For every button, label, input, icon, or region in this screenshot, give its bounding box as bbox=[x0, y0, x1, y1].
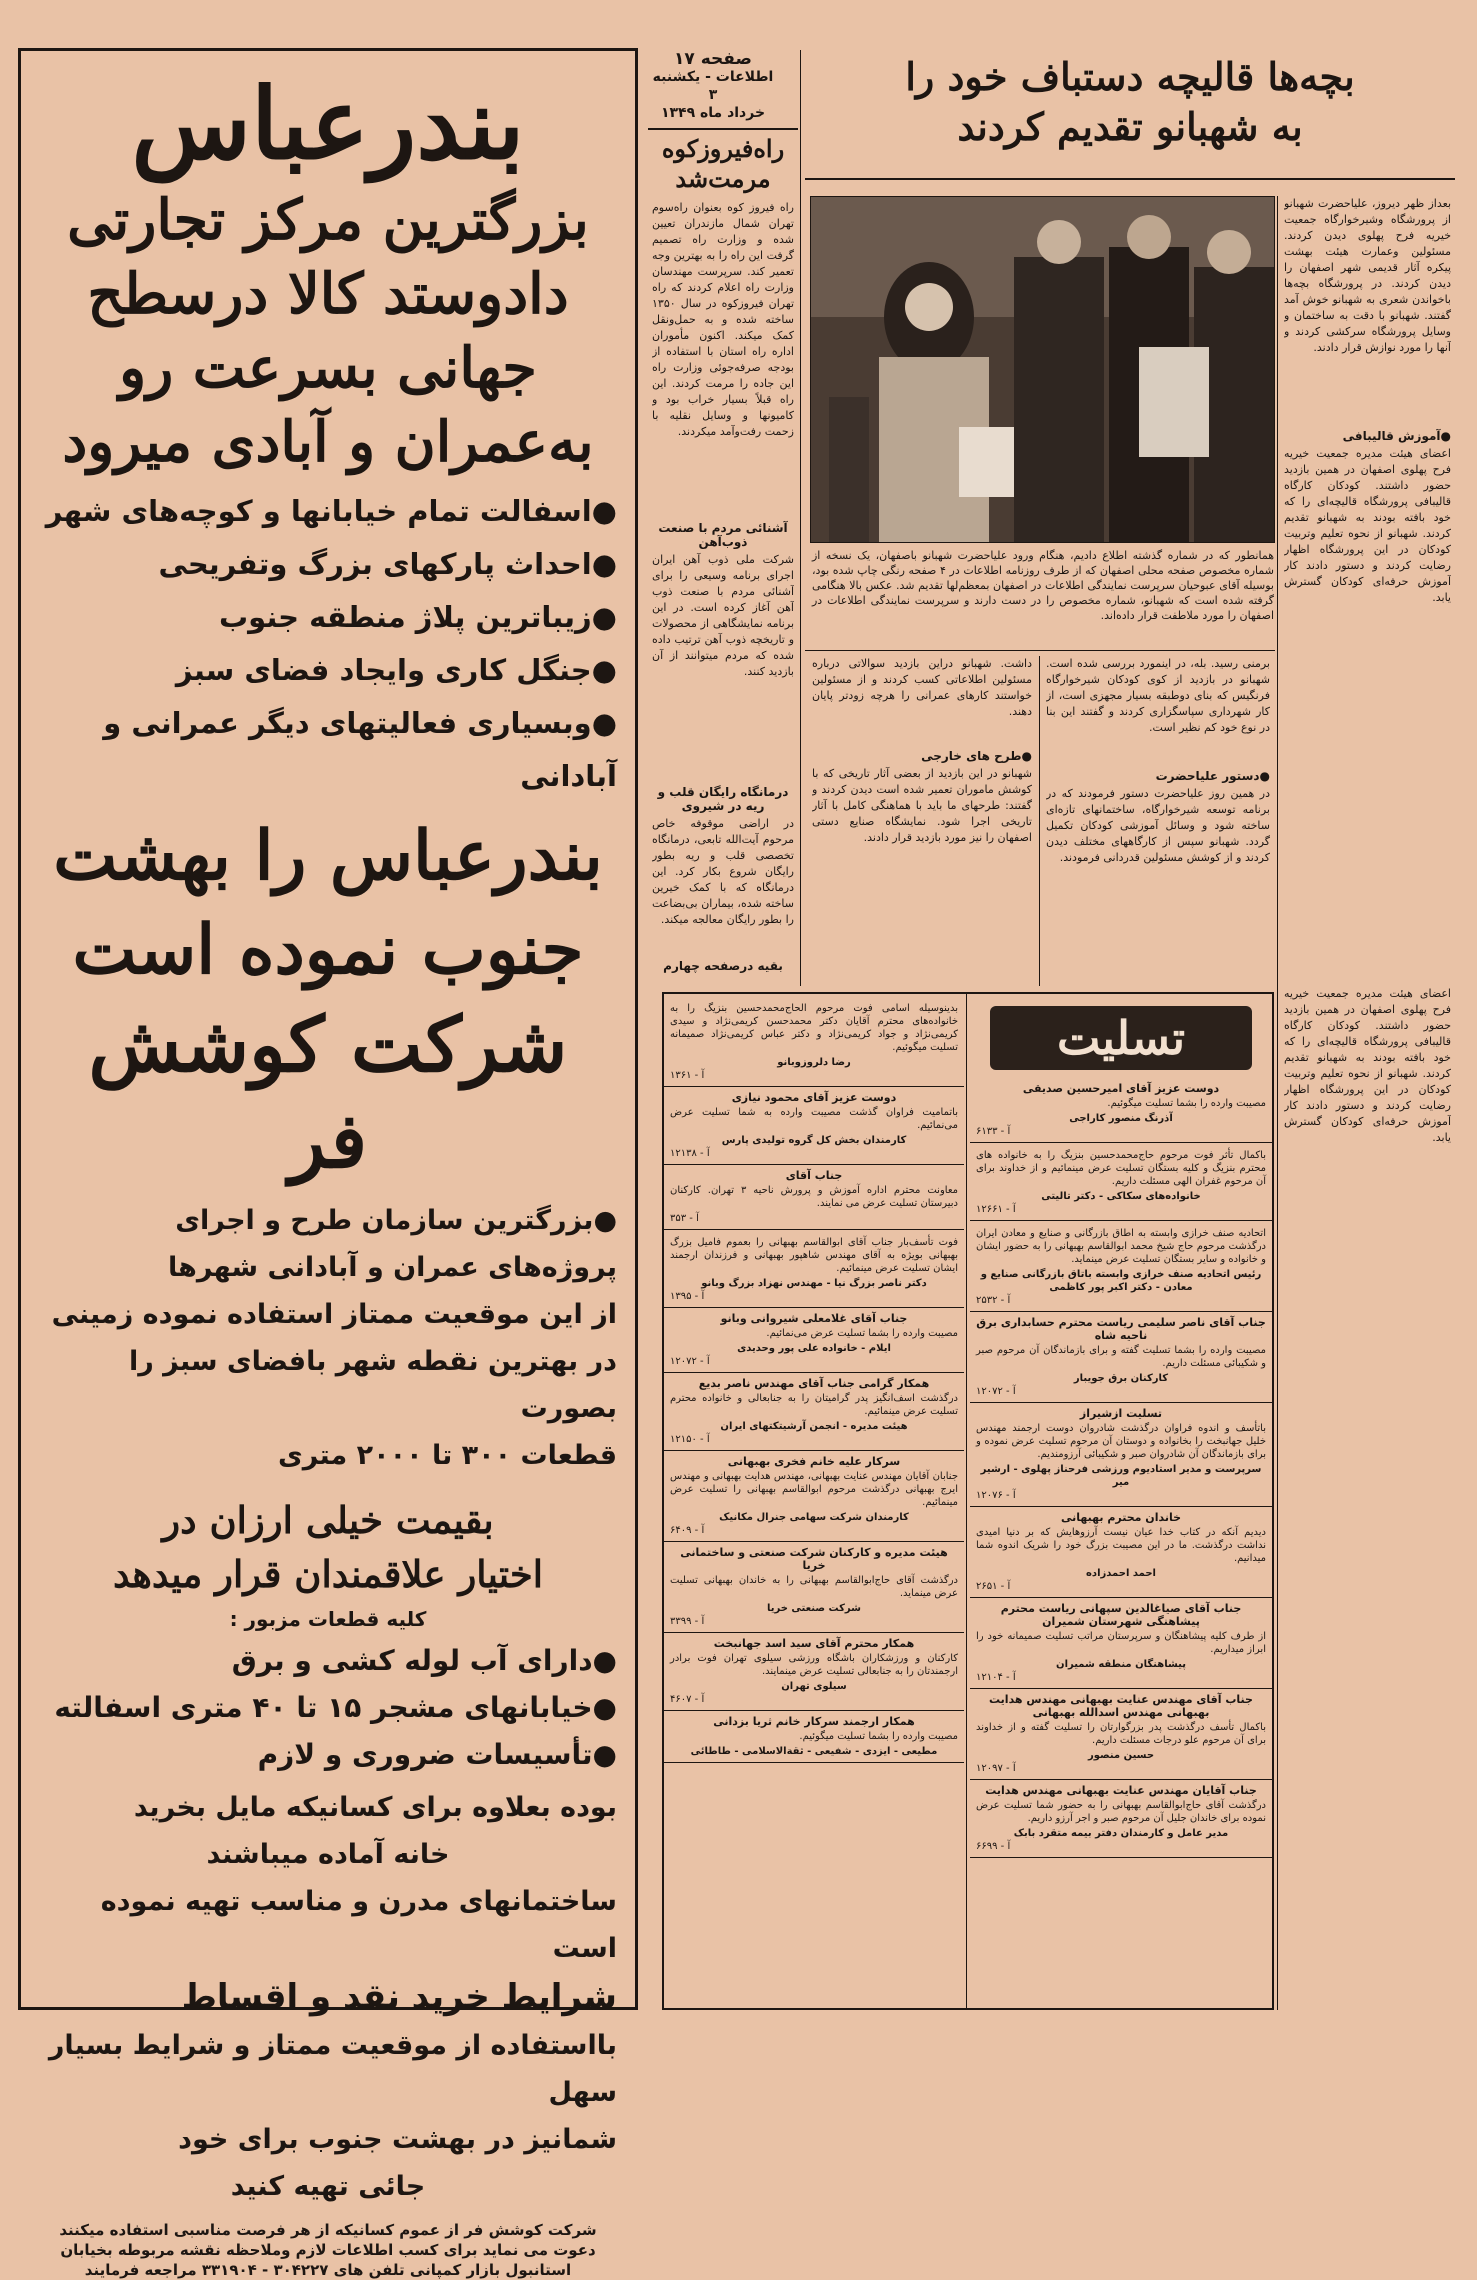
notice-number: آ - ۱۲۱۳۸ bbox=[670, 1148, 710, 1159]
notice-title: خاندان محترم بهبهانی bbox=[1060, 1511, 1182, 1524]
notice-signature: مدیر عامل و کارمندان دفتر بیمه متقرد بابک bbox=[1013, 1828, 1229, 1839]
clinic-subhead: درمانگاه رایگان قلب و ریه در شیروی bbox=[657, 785, 789, 813]
ad-plots-heading: کلیه قطعات مزبور : bbox=[229, 1607, 427, 1631]
paper-name: اطلاعات - یکشنبه ۳ bbox=[652, 69, 774, 103]
ad-feature: ●دارای آب لوله کشی و برق bbox=[231, 1644, 617, 1677]
ad-feature-list bbox=[39, 1637, 617, 1778]
main-headline-line-2: به شهبانو تقدیم کردند bbox=[957, 104, 1303, 149]
notice-signature: هیئت مدیره - انجمن آرشیتکتهای ایران bbox=[720, 1421, 908, 1432]
notice-text: مصیبت وارده را بشما تسلیت گفته و برای بازماندگان آن مرحوم صبر و شکیبائی مسئلت داریم. bbox=[976, 1345, 1266, 1369]
notice-text: باکمال تأسف درگذشت پدر بزرگوارتان را تسلیت گفته و از خداوند برای آن مرحوم علو درجات مسئلت داریم. bbox=[976, 1722, 1266, 1746]
ad-footer: شرکت کوشش فر از عموم کسانیکه از هر فرصت مناسبی استفاده میکنند دعوت می نماید برای کسب اطلاعات لازم وملاحظه نقشه مربوطه بخیابان استانبول بازار کمپانی تلفن های ۳۰۴۲۲۷ - ۳۳۱۹۰۴ مراجعه فرمایند bbox=[59, 2221, 597, 2279]
ad-price bbox=[39, 1493, 617, 1601]
condolence-notice bbox=[970, 1780, 1272, 1858]
ad-bullet-list bbox=[39, 485, 617, 803]
ad-closing-line: ساختمانهای مدرن و مناسب تهیه نموده است bbox=[100, 1886, 617, 1964]
notice-title: دوست عزیز آقای محمود نیازی bbox=[731, 1091, 897, 1104]
clinic-text: در اراضی موقوفه خاص مرحوم آیت‌الله تابعی، درمانگاه تخصصی قلب و ریه بطور رایگان شروع بکار کرد. این درمانگاه که با کمک خیرین ساخته شده، بیماران بی‌بضاعت را بطور رایگان معالجه میکند. bbox=[652, 817, 794, 926]
notice-text: از طرف کلیه پیشاهنگان و سرپرستان مراتب تسلیت صمیمانه خود را ابراز میداریم. bbox=[976, 1631, 1266, 1655]
condolence-title: تسلیت bbox=[990, 1006, 1252, 1070]
story-subhead: ●دستور علیاحضرت bbox=[1155, 769, 1270, 783]
page-info bbox=[648, 50, 778, 126]
ad-slogan-line: بندرعباس را بهشت bbox=[53, 816, 603, 896]
ad-company-name: شرکت کوشش فر bbox=[88, 1000, 568, 1185]
notice-signature: سیلوی تهران bbox=[781, 1681, 847, 1692]
notice-text: مصیبت وارده را بشما تسلیت عرض می‌نمائیم. bbox=[766, 1328, 958, 1339]
column-rule bbox=[1277, 196, 1278, 986]
notice-signature: رضا دلروزوبانو bbox=[777, 1057, 851, 1068]
ad-headline-line: به‌عمران و آبادی میرود bbox=[62, 409, 594, 475]
notice-signature: ایلام - خانواده علی پور وحدیدی bbox=[737, 1343, 891, 1354]
notice-number: آ - ۱۳۹۵ bbox=[670, 1291, 705, 1302]
notice-title: جناب آقای bbox=[785, 1169, 843, 1182]
column-rule bbox=[800, 50, 801, 986]
ad-closing-line: بااستفاده از موقعیت ممتاز و شرایط بسیار سهل bbox=[48, 2030, 617, 2108]
photo-illustration bbox=[810, 197, 1274, 543]
notice-number: آ - ۲۶۵۱ bbox=[976, 1581, 1011, 1592]
ad-bullet: ●زیباترین پلاژ منطقه جنوب bbox=[219, 600, 617, 634]
notice-signature: سرپرست و مدیر استادیوم ورزشی فرحناز پهلوی - ارشیر میر bbox=[980, 1464, 1262, 1488]
notice-title: همکار محترم آقای سید اسد جهانبخت bbox=[713, 1637, 915, 1650]
column-rule bbox=[966, 994, 967, 2008]
notice-text: کارکنان و ورزشکاران باشگاه ورزشی سیلوی تهران فوت برادر ارجمندتان را به جنابعالی تسلیت عرض مینمایند. bbox=[670, 1653, 958, 1677]
ad-para-line: قطعات ۳۰۰ تا ۲۰۰۰ متری bbox=[277, 1440, 617, 1471]
page-number: صفحه ۱۷ bbox=[674, 49, 752, 69]
notice-signature: رئیس اتحادیه صنف خرازی وابسته باتاق بازرگانی صنایع و معادن - دکتر اکبر پور کاظمی bbox=[980, 1269, 1262, 1293]
condolence-column-right bbox=[970, 996, 1272, 2008]
notice-signature: کارکنان برق جویبار bbox=[1073, 1373, 1169, 1384]
notice-title: تسلیت ازشیراز bbox=[1079, 1407, 1163, 1420]
ad-closing-line: خانه آماده میباشند bbox=[206, 1839, 450, 1870]
story-text: اعضای هیئت مدیره جمعیت خیریه فرح پهلوی اصفهان در همین بازدید حضور داشتند. کودکان کارگاه قالیبافی پرورشگاه قالیچه‌ای را که خود بافته بودند به شهبانو تقدیم کردند. شهبانو از نحوه تعلیم وتربیت کودکان در این پرورشگاه اظهار رضایت کردند و دستور دادند کار آموزش حرفه‌ای کودکان گسترش یابد. bbox=[1284, 447, 1451, 604]
ad-bullet: ●احداث پارکهای بزرگ وتفریحی bbox=[158, 547, 617, 581]
notice-text: جنابان آقایان مهندس عنایت بهبهانی، مهندس هدایت بهبهانی و مهندس ایرج بهبهانی درگذشت مرحوم ابوالقاسم بهبهانی را تسلیت عرض مینمائیم. bbox=[670, 1471, 958, 1508]
notice-number: آ - ۶۱۳۳ bbox=[976, 1126, 1011, 1137]
ad-feature: ●تأسیسات ضروری و لازم bbox=[257, 1738, 617, 1771]
ad-closing-line: بوده بعلاوه برای کسانیکه مایل بخرید bbox=[133, 1792, 617, 1823]
advertisement bbox=[18, 48, 638, 2279]
condolence-notice bbox=[664, 996, 964, 1087]
ad-feature: ●خیابانهای مشجر ۱۵ تا ۴۰ متری اسفالته bbox=[54, 1691, 617, 1724]
continued-note: بقیه درصفحه چهارم bbox=[663, 959, 783, 973]
notice-text: مصیبت وارده را بشما تسلیت میگوئیم. bbox=[1107, 1098, 1266, 1109]
notice-title: جناب آقای غلامعلی شیروانی وبانو bbox=[720, 1312, 908, 1325]
notice-signature: مطیعی - ایزدی - شفیعی - ثقةالاسلامی - طاطائی bbox=[690, 1746, 938, 1757]
condolence-notice bbox=[664, 1451, 964, 1542]
notice-text: معاونت محترم اداره آموزش و پرورش ناحیه ۳ تهران. کارکنان دبیرستان تسلیت عرض می نمایند. bbox=[670, 1185, 959, 1209]
notice-signature: کارمندان بخش کل گروه تولیدی پارس bbox=[721, 1135, 907, 1146]
firuzkuh-headline: راه‌فیروزکوه مرمت‌شد bbox=[661, 134, 785, 193]
notice-text: فوت تأسف‌بار جناب آقای ابوالقاسم بهبهانی را بعموم فامیل بزرگ بهبهانی بویژه به آقای مهندس شاهپور بهبهانی و فرزندان ارجمند ایشان تسلیت عرض مینمائیم. bbox=[670, 1237, 958, 1274]
notice-text: دیدیم آنکه در کتاب خدا عیان نیست آرزوهایش که بر دنیا امیدی نداشت درگذشت. ما در این مصیبت بزرگ خود را شریک اندوه شما میدانیم. bbox=[976, 1527, 1266, 1564]
story-subhead: ●آموزش قالیبافی bbox=[1342, 429, 1451, 443]
ad-closing-line: جائی تهیه کنید bbox=[230, 2171, 426, 2202]
notice-signature: شرکت صنعتی خریا bbox=[767, 1603, 861, 1614]
notice-title: سرکار علیه خانم فخری بهبهانی bbox=[727, 1455, 901, 1468]
notice-text: مصیبت وارده را بشما تسلیت میگوئیم. bbox=[799, 1731, 958, 1742]
notice-signature: کارمندان شرکت سهامی جنرال مکانیک bbox=[719, 1512, 909, 1523]
story-text: برمنی رسید. بله، در اینمورد بررسی شده است. شهبانو در بازدید از کوی کودکان شیرخوارگاه فرنگیس که بنای دوطبقه بسیار مجهزی است، از کار شهرداری سپاسگزاری کردند و گفتند این بنا در نوع خود کم نظیر است. bbox=[1046, 657, 1270, 734]
story-text: داشت. شهبانو دراین بازدید سوالاتی درباره مسئولین اطلاعاتی کسب کردند و از مسئولین خواستند کارهای عمرانی را هرچه زودتر پایان دهند. bbox=[812, 657, 1032, 718]
column-rule bbox=[1039, 656, 1040, 986]
notice-number: آ - ۶۴۰۹ bbox=[670, 1525, 705, 1536]
condolence-notice bbox=[970, 1689, 1272, 1780]
notice-number: آ - ۱۲۰۷۲ bbox=[976, 1386, 1016, 1397]
notice-signature: آذرنگ منصور کاراجی bbox=[1069, 1113, 1173, 1124]
notice-text: باتأسف و اندوه فراوان درگذشت شادروان دوست ارجمند مهندس خلیل جهانبخت را بخانواده و دوستان آن مرحوم تسلیت عرض نموده و برای بازماندگان آن شادروان صبر و شکیبائی آرزومندیم. bbox=[976, 1423, 1266, 1460]
notice-title: جناب آقای مهندس عنایت بهبهانی مهندس هدایت بهبهانی مهندس اسدالله بهبهانی bbox=[989, 1693, 1253, 1719]
notice-number: آ - ۲۵۳۲ bbox=[976, 1295, 1011, 1306]
notice-list bbox=[970, 1078, 1272, 1858]
story-column-2 bbox=[1042, 656, 1274, 986]
condolence-notice bbox=[970, 1507, 1272, 1598]
ad-bullet: ●اسفالت تمام خیابانها و کوچه‌های شهر bbox=[45, 494, 617, 528]
ad-para-line: در بهترین نقطه شهر بافضای سبز را بصورت bbox=[128, 1346, 617, 1424]
notice-list bbox=[664, 996, 964, 1763]
ad-price-line: اختیار علاقمندان قرار میدهد bbox=[112, 1552, 544, 1596]
story-text: شهبانو در این بازدید از بعضی آثار تاریخی که با کوشش ماموران تعمیر شده است دیدن کردند و گفتند: طرحهای ما باید با هماهنگی کامل با آثار تاریخی اجرا شود. نمایشگاه صنایع دستی اصفهان را نیز مورد بازدید قرار دادند. bbox=[812, 767, 1032, 844]
condolence-notice bbox=[970, 1078, 1272, 1143]
notice-number: آ - ۱۲۶۶۱ bbox=[976, 1204, 1016, 1215]
notice-number: آ - ۱۲۰۷۲ bbox=[670, 1356, 710, 1367]
ad-bullet: ●وبسیاری فعالیتهای دیگر عمرانی و آبادانی bbox=[103, 706, 617, 793]
notice-number: آ - ۳۳۹۹ bbox=[670, 1616, 705, 1627]
story-column-1 bbox=[1280, 196, 1455, 986]
ad-price-line: بقیمت خیلی ارزان در bbox=[162, 1498, 494, 1542]
story-subhead: ●طرح های خارجی bbox=[921, 749, 1032, 763]
divider bbox=[648, 128, 798, 130]
story-text: در همین روز علیاحضرت دستور فرمودند که در برنامه توسعه شیرخوارگاه، ساختمانهای تازه‌ای ساخته شود و وسائل آموزشی کودکان تکمیل گردد. شهبانو سپس از کارگاههای مختلف دیدن کردند و از کوشش مسئولین قدردانی فرمودند. bbox=[1046, 787, 1270, 864]
ad-slogan-line: جنوب نموده است bbox=[72, 910, 584, 990]
notice-signature: احمد احمدزاده bbox=[1086, 1568, 1156, 1579]
story-column-3 bbox=[808, 656, 1036, 986]
story-text: بعداز ظهر دیروز، علیاحضرت شهبانو از پرورشگاه وشیرخوارگاه جمعیت خیریه فرح پهلوی دیدن کردند. مسئولین وعمارت هیئت بهشت پیکره آثار قدیمی شهر اصفهان را دیدن کردند. در پرورشگاه بچه‌ها باخواندن شعری به شهبانو خوش آمد گفتند. شهبانو با دقت به ساختمان و وسایل پرورشگاه سرکشی کردند و آنها را مورد نوازش قرار دادند. bbox=[1284, 197, 1451, 354]
ad-para-line: از این موقعیت ممتاز استفاده نموده زمینی bbox=[51, 1299, 617, 1330]
notice-number: آ - ۱۲۰۹۷ bbox=[976, 1763, 1016, 1774]
ad-headline-line: دادوستد کالا درسطح bbox=[87, 261, 569, 327]
condolence-notice bbox=[970, 1221, 1272, 1312]
ad-title: بندرعباس bbox=[131, 67, 525, 182]
notice-text: درگذشت آقای حاج‌ابوالقاسم بهبهانی را به حضور شما تسلیت عرض نموده برای خاندان جلیل آن مرحوم صبر و اجر آرزو داریم. bbox=[976, 1800, 1266, 1824]
notice-signature: پیشاهنگان منطقه شمیران bbox=[1056, 1659, 1186, 1670]
ad-closing-line: شمانیز در بهشت جنوب برای خود bbox=[178, 2124, 617, 2155]
condolence-notice bbox=[970, 1598, 1272, 1689]
notice-text: باتمامیت فراوان گذشت مصیبت وارده به شما تسلیت عرض می‌نمائیم. bbox=[670, 1107, 958, 1131]
notice-title: همکار ارجمند سرکار خانم ثریا بزدانی bbox=[713, 1715, 915, 1728]
notice-number: آ - ۶۶۹۹ bbox=[976, 1841, 1011, 1852]
notice-signature: دکتر ناصر بزرگ نیا - مهندس نهزاد بزرگ وبانو bbox=[701, 1278, 927, 1289]
photo-caption: همانطور که در شماره گذشته اطلاع دادیم، هنگام ورود علیاحضرت شهبانو باصفهان، یک نسخه از شماره مخصوص صفحه محلی اصفهان که از طرف روزنامه اطلاعات در ۴ صفحه رنگی چاپ شده بود، بوسیله آقای عبوحیان سرپرست نمایندگی اطلاعات در اصفهان بمعظم‌لها تقدیم شد. عکس بالا هنگامی گرفته شده است که شهبانو، شماره مخصوص را در دست دارند و سرپرست نمایندگی اطلاعات در اصفهان را مورد ملاطفت قرار داده‌اند. bbox=[812, 549, 1274, 622]
steel-subhead: آشنائی مردم با صنعت ذوب‌آهن bbox=[658, 521, 788, 549]
condolence-notice bbox=[664, 1087, 964, 1165]
condolence-notice bbox=[970, 1143, 1272, 1221]
firuzkuh-column bbox=[648, 132, 798, 986]
notice-number: آ - ۴۶۰۷ bbox=[670, 1694, 705, 1705]
ad-headline-line: جهانی بسرعت رو bbox=[119, 335, 537, 401]
notice-text: اتحادیه صنف خرازی وابسته به اطاق بازرگانی و صنایع و معادن ایران درگذشت مرحوم حاج شیخ محمد ابوالقاسم بهبهانی را به حضور ایشان و خانواده و سایر بستگان تسلیت عرض مینماید. bbox=[976, 1228, 1266, 1265]
condolence-notice bbox=[664, 1711, 964, 1763]
notice-title: جناب آقای صیاغالدین سپهانی ریاست محترم پیشاهنگی شهرستان شمیران bbox=[1000, 1602, 1242, 1628]
firuzkuh-text: راه فیروز کوه بعنوان راه‌سوم تهران شمال مازندران تعیین شده و وزارت راه تصمیم گرفت این راه را به بهترین وجه تعمیر کند. سرپرست مهندسان وزارت راه اعلام کردند که راه تهران فیروزکوه در سال ۱۳۵۰ ساخته شده و به حمل‌ونقل کمک میکند. اکنون مأموران اداره راه استان با استفاده از بودجه صرفه‌جوئی وزارت راه این جاده را مرمت کردند. این راه قبلاً بسیار خراب بود و کامیونها و وسایل نقلیه با زحمت رفت‌وآمد میکردند. bbox=[652, 201, 794, 438]
story-text: اعضای هیئت مدیره جمعیت خیریه فرح پهلوی اصفهان در همین بازدید حضور داشتند. کودکان کارگاه قالیبافی پرورشگاه قالیچه‌ای را که خود بافته بودند به شهبانو تقدیم کردند. شهبانو از نحوه تعلیم وتربیت کودکان در این پرورشگاه اظهار رضایت کردند و دستور دادند کار آموزش حرفه‌ای کودکان گسترش یابد. bbox=[1284, 987, 1451, 1144]
divider bbox=[805, 178, 1455, 180]
condolence-notice bbox=[664, 1542, 964, 1633]
notice-number: آ - ۱۲۱۰۴ bbox=[976, 1672, 1016, 1683]
ad-bullet: ●جنگل کاری وایجاد فضای سبز bbox=[175, 653, 617, 687]
condolence-column-left bbox=[664, 996, 964, 2008]
notice-text: باکمال تأثر فوت مرحوم حاج‌محمدحسین بنزیگ را به خانواده های محترم بنزیگ و کلیه بستگان تسلیت عرض مینمائیم و از خداوند برای آن مرحوم غفران الهی مسئلت داریم. bbox=[976, 1150, 1266, 1187]
notice-title: دوست عزیز آقای امیرحسین صدیقی bbox=[1022, 1082, 1220, 1095]
notice-signature: خانواده‌های سکاکی - دکتر تالیتی bbox=[1041, 1191, 1201, 1202]
notice-title: هیئت مدیره و کارکنان شرکت صنعتی و ساختمانی خریا bbox=[680, 1546, 948, 1572]
ad-closing-line: شرایط خرید نقد و اقساط bbox=[181, 1977, 617, 2017]
notice-number: آ - ۱۲۱۵۰ bbox=[670, 1434, 710, 1445]
column-rule bbox=[1277, 986, 1278, 2010]
condolence-notice bbox=[664, 1165, 964, 1230]
notice-title: همکار گرامی جناب آقای مهندس ناصر بدیع bbox=[698, 1377, 930, 1390]
ad-headline-line: بزرگترین مرکز تجارتی bbox=[67, 187, 589, 253]
main-headline-line-1: بچه‌ها قالیچه دستباف خود را bbox=[905, 54, 1355, 99]
condolence-notice bbox=[664, 1633, 964, 1711]
news-photo bbox=[810, 196, 1275, 543]
divider bbox=[805, 650, 1275, 651]
notice-title: جناب آقایان مهندس عنایت بهبهانی مهندس هدایت bbox=[985, 1784, 1257, 1797]
steel-text: شرکت ملی ذوب آهن ایران اجرای برنامه وسیعی را برای آشنائی مردم با صنعت ذوب آهن آغاز کرده است. در این برنامه نمایشگاهی از محصولات و تاریخچه ذوب آهن ترتیب داده شده که مردم میتوانند از آن بازدید کنند. bbox=[652, 553, 794, 678]
condolence-notice bbox=[664, 1308, 964, 1373]
main-headline-box bbox=[805, 48, 1455, 176]
notice-number: آ - ۱۳۶۱ bbox=[670, 1070, 705, 1081]
condolence-notice bbox=[664, 1373, 964, 1451]
ad-headline bbox=[39, 183, 617, 479]
notice-text: بدینوسیله اسامی فوت مرحوم الحاج‌محمدحسین بنزیگ را به خانواده‌های محترم آقایان دکتر محمدحسن کریمی‌نژاد و سیدی کریمی‌نژاد و جواد کریمی‌نژاد و دکتر عباس کریمی‌نژاد صمیمانه تسلیت میگوئیم. bbox=[670, 1003, 958, 1053]
story-column-1-continued bbox=[1280, 986, 1455, 2010]
ad-para-line: پروژه‌های عمران و آبادانی شهرها bbox=[168, 1252, 617, 1283]
condolence-notice bbox=[970, 1312, 1272, 1403]
notice-number: آ - ۳۵۳ bbox=[670, 1213, 699, 1224]
notice-number: آ - ۱۲۰۷۶ bbox=[976, 1490, 1016, 1501]
condolence-notice bbox=[970, 1403, 1272, 1507]
notice-title: جناب آقای ناصر سلیمی ریاست محترم حسابداری برق ناحیه شاه bbox=[976, 1316, 1266, 1342]
ad-para-line: ●بزرگترین سازمان طرح و اجرای bbox=[175, 1205, 617, 1236]
notice-text: درگذشت آقای حاج‌ابوالقاسم بهبهانی را به خاندان بهبهانی تسلیت عرض مینماید. bbox=[670, 1575, 958, 1599]
notice-signature: حسین منصور bbox=[1087, 1750, 1155, 1761]
condolence-notice bbox=[664, 1230, 964, 1308]
issue-date: خرداد ماه ۱۳۴۹ bbox=[660, 105, 766, 121]
notice-text: درگذشت اسف‌انگیز پدر گرامیتان را به جنابعالی و خانواده محترم تسلیت عرض مینمائیم. bbox=[670, 1393, 958, 1417]
